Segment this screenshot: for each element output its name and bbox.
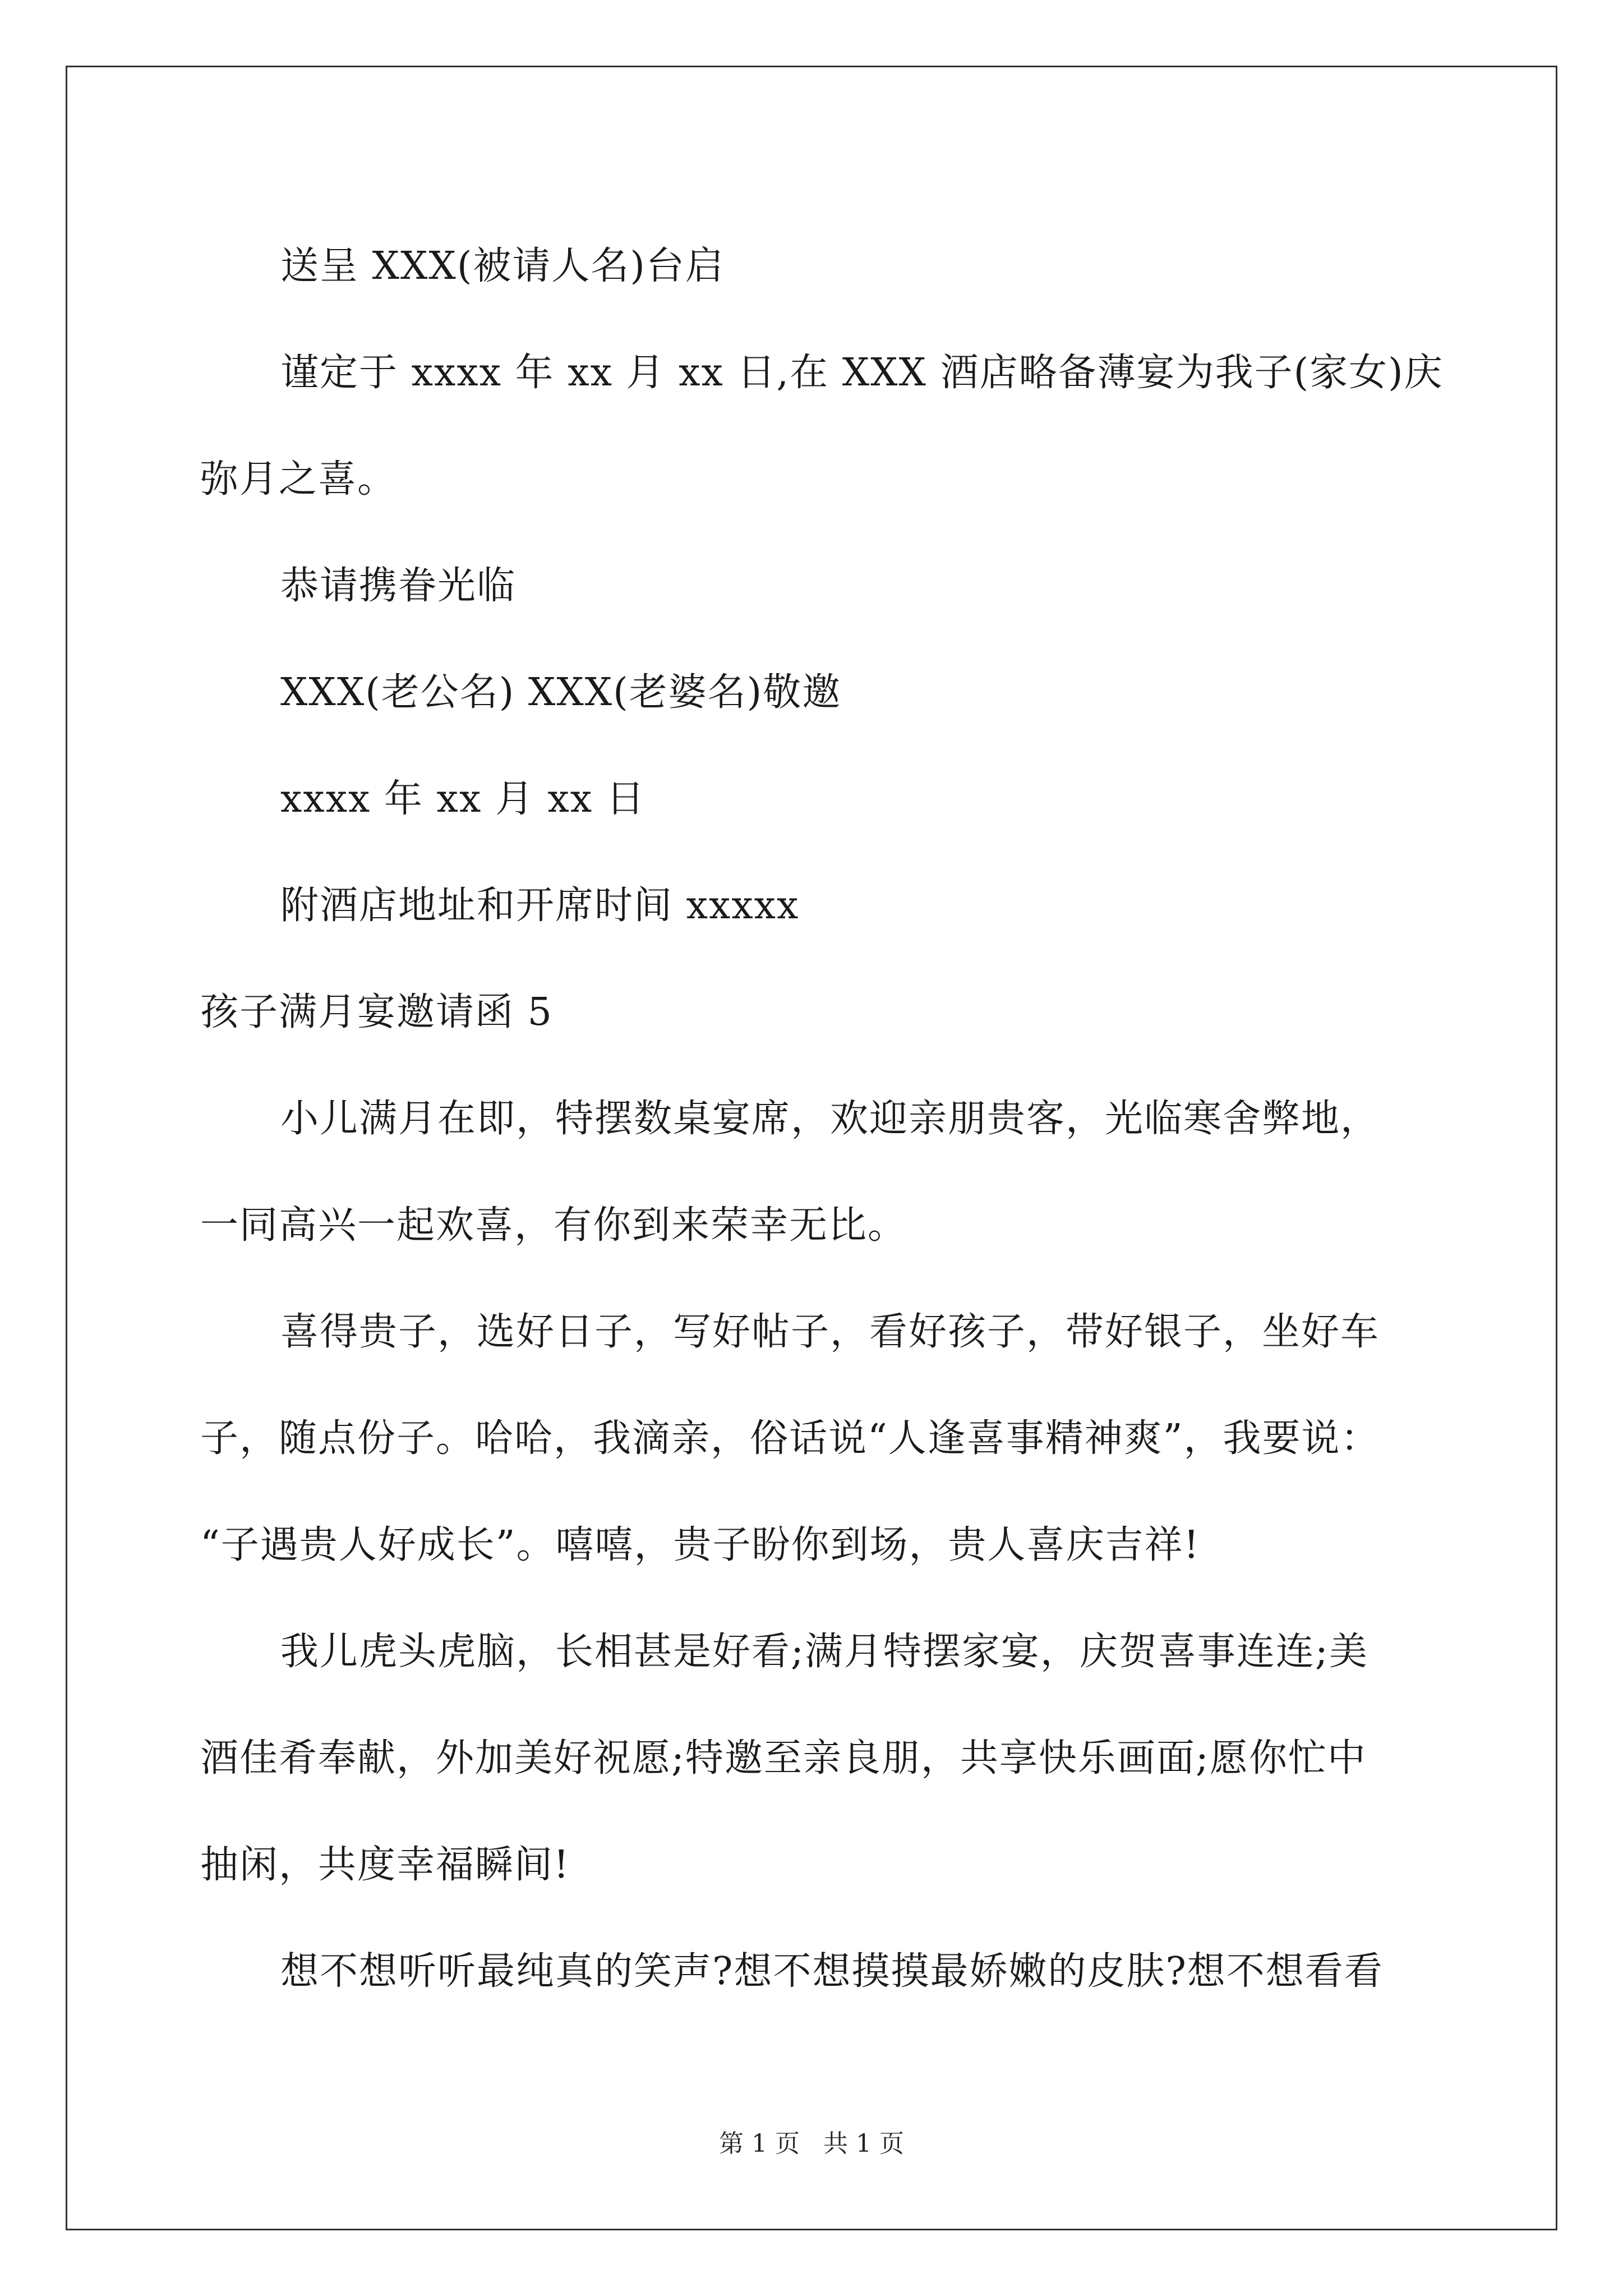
body-line: 小儿满月在即，特摆数桌宴席，欢迎亲朋贵客，光临寒舍弊地， [280,1097,1380,1141]
address-line: 附酒店地址和开席时间 xxxxx [280,884,800,928]
body-line: 酒佳肴奉献，外加美好祝愿;特邀至亲良朋，共享快乐画面;愿你忙中 [200,1736,1367,1780]
body-line: “子遇贵人好成长”。嘻嘻，贵子盼你到场，贵人喜庆吉祥! [200,1523,1200,1567]
body-line: 一同高兴一起欢喜，有你到来荣幸无比。 [200,1203,907,1248]
signature-line: XXX(老公名) XXX(老婆名)敬邀 [280,670,842,715]
invitation-line: 谨定于 xxxx 年 xx 月 xx 日,在 XXX 酒店略备薄宴为我子(家女)庆 [280,351,1444,395]
body-line: 我儿虎头虎脑，长相甚是好看;满月特摆家宴，庆贺喜事连连;美 [280,1630,1368,1674]
recipient-line: 送呈 XXX(被请人名)台启 [280,244,725,288]
body-line: 想不想听听最纯真的笑声?想不想摸摸最娇嫩的皮肤?想不想看看 [280,1949,1384,1994]
body-line: 子，随点份子。哈哈，我滴亲，俗话说“人逢喜事精神爽”，我要说： [200,1416,1380,1461]
section-heading: 孩子满月宴邀请函 5 [200,990,553,1034]
date-line: xxxx 年 xx 月 xx 日 [280,777,645,821]
body-line: 喜得贵子，选好日子，写好帖子，看好孩子，带好银子，坐好车 [280,1310,1380,1354]
invitation-line: 弥月之喜。 [200,457,397,501]
body-line: 抽闲，共度幸福瞬间! [200,1843,570,1887]
document-body [200,213,1444,2025]
request-line: 恭请携眷光临 [280,564,517,608]
page-number-footer: 第 1 页 共 1 页 [719,2129,904,2158]
